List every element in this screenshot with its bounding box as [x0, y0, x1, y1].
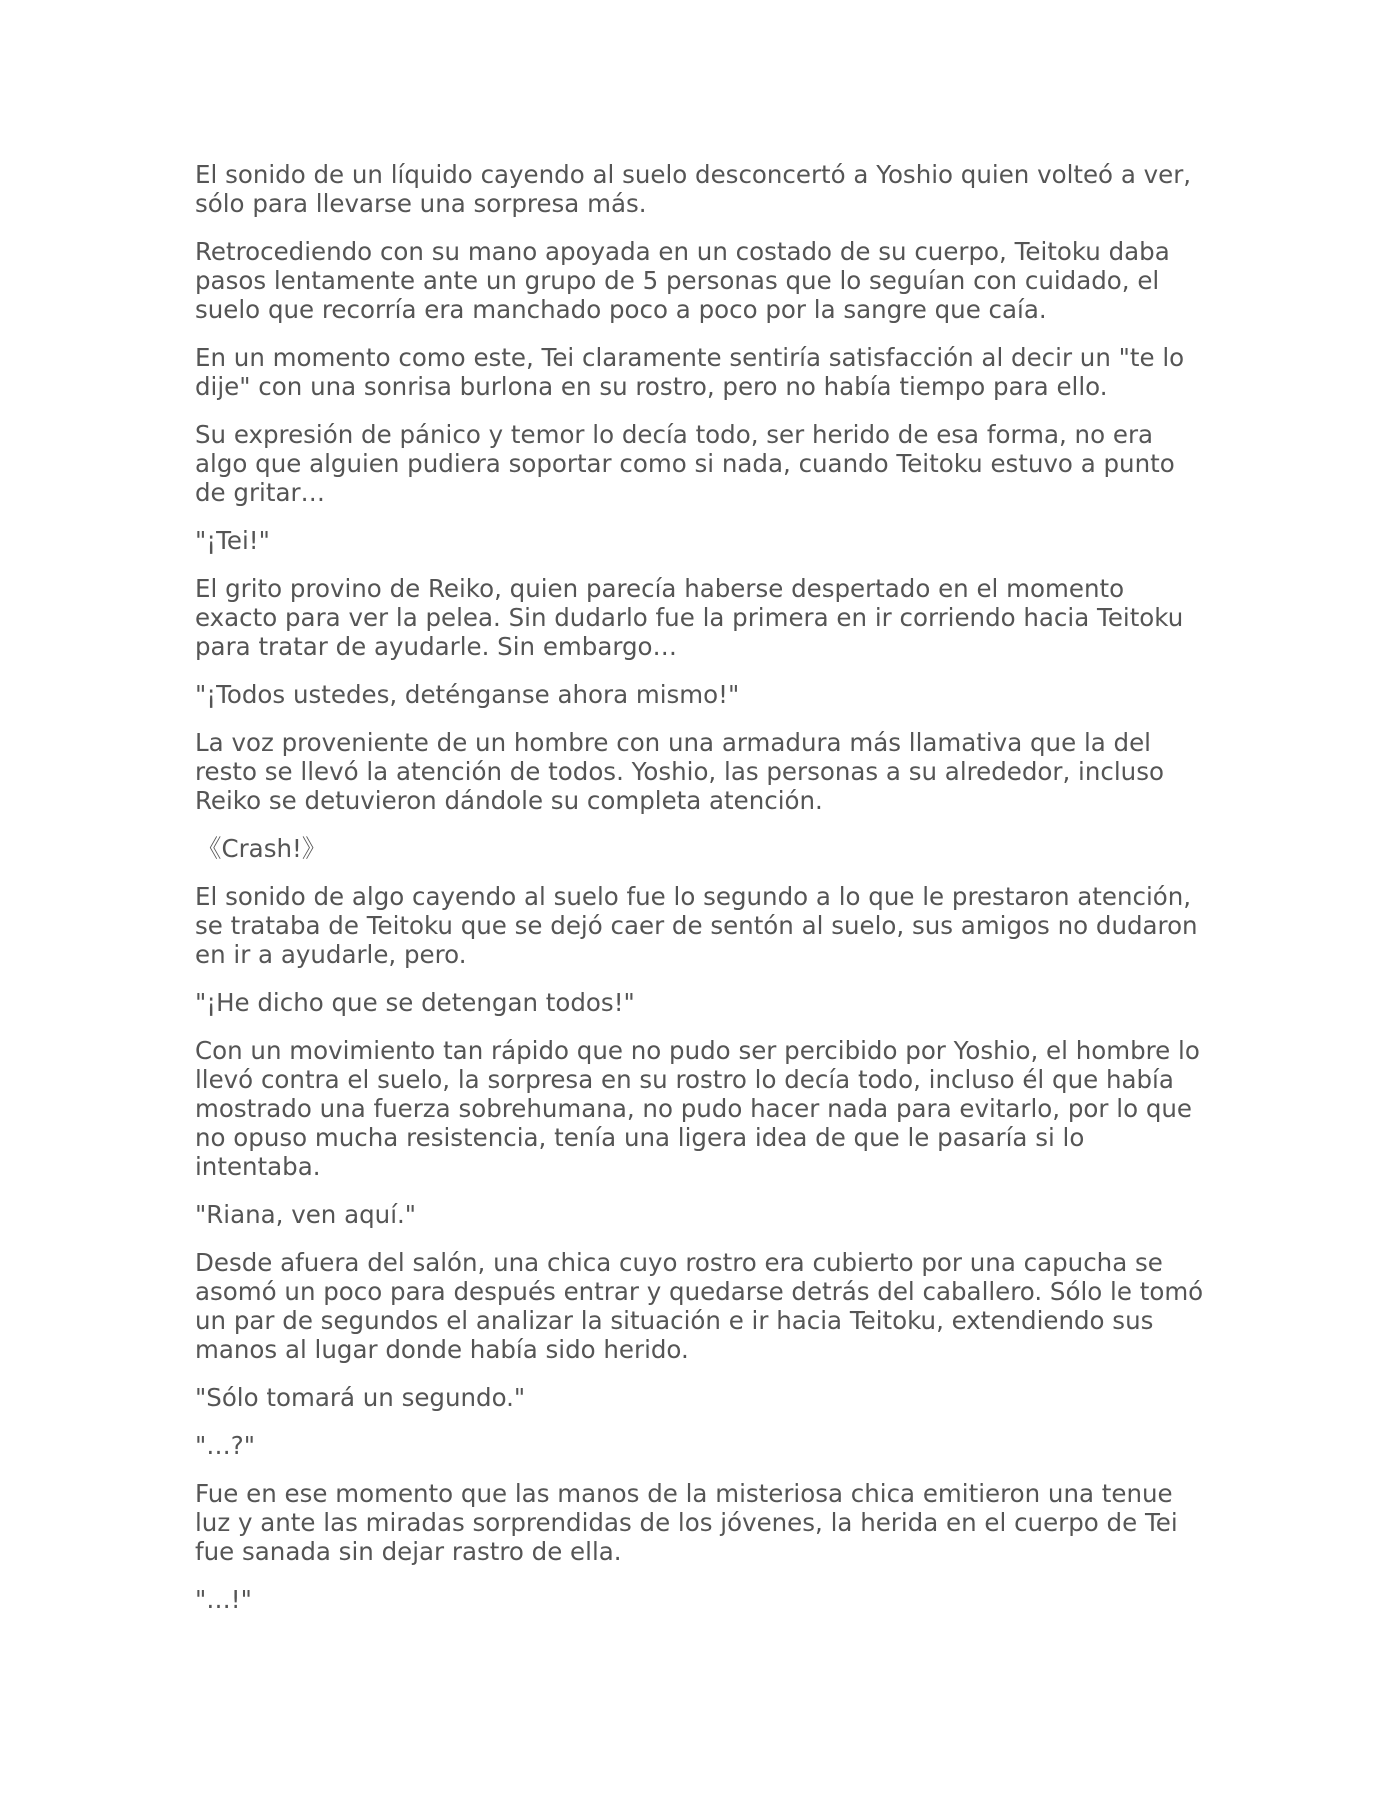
document-body	[195, 160, 1205, 1633]
paragraph-9: Desde afuera del salón, una chica cuyo rostro era cubierto por una capucha se asomó un poco para después entrar y quedarse detrás del caballero. Sólo le tomó un par de segundos el analizar la situación e ir hacia Teitoku, extendiendo sus manos al lugar donde había sido herido.	[195, 1248, 1204, 1364]
dialogue-7: "…!"	[195, 1585, 252, 1614]
dialogue-4: "Riana, ven aquí."	[195, 1200, 417, 1229]
paragraph-1: El sonido de un líquido cayendo al suelo desconcertó a Yoshio quien volteó a ver, sólo para llevarse una sorpresa más.	[195, 160, 1192, 218]
paragraph-10: Fue en ese momento que las manos de la misteriosa chica emitieron una tenue luz y ante las miradas sorprendidas de los jóvenes, la herida en el cuerpo de Tei fue sanada sin dejar rastro de ella.	[195, 1479, 1178, 1566]
paragraph-8: Con un movimiento tan rápido que no pudo ser percibido por Yoshio, el hombre lo llevó contra el suelo, la sorpresa en su rostro lo decía todo, incluso él que había mostrado una fuerza sobrehumana, no pudo hacer nada para evitarlo, por lo que no opuso mucha resistencia, tenía una ligera idea de que le pasaría si lo intentaba.	[195, 1036, 1200, 1181]
paragraph-5: El grito provino de Reiko, quien parecía haberse despertado en el momento exacto para ver la pelea. Sin dudarlo fue la primera en ir corriendo hacia Teitoku para tratar de ayudarle. Sin embargo…	[195, 574, 1184, 661]
dialogue-1: "¡Tei!"	[195, 526, 270, 555]
paragraph-7: El sonido de algo cayendo al suelo fue lo segundo a lo que le prestaron atención, se trataba de Teitoku que se dejó caer de sentón al suelo, sus amigos no dudaron en ir a ayudarle, pero.	[195, 882, 1198, 969]
paragraph-3: En un momento como este, Tei claramente sentiría satisfacción al decir un "te lo dije" con una sonrisa burlona en su rostro, pero no había tiempo para ello.	[195, 343, 1185, 401]
paragraph-4: Su expresión de pánico y temor lo decía todo, ser herido de esa forma, no era algo que alguien pudiera soportar como si nada, cuando Teitoku estuvo a punto de gritar…	[195, 420, 1175, 507]
paragraph-6: La voz proveniente de un hombre con una armadura más llamativa que la del resto se llevó la atención de todos. Yoshio, las personas a su alrededor, incluso Reiko se detuvieron dándole su completa atención.	[195, 728, 1164, 815]
dialogue-3: "¡He dicho que se detengan todos!"	[195, 988, 635, 1017]
dialogue-2: "¡Todos ustedes, deténganse ahora mismo!"	[195, 680, 740, 709]
paragraph-2: Retrocediendo con su mano apoyada en un costado de su cuerpo, Teitoku daba pasos lentamente ante un grupo de 5 personas que lo seguían con cuidado, el suelo que recorría era manchado poco a poco por la sangre que caía.	[195, 237, 1170, 324]
dialogue-5: "Sólo tomará un segundo."	[195, 1383, 526, 1412]
dialogue-6: "…?"	[195, 1431, 256, 1460]
sound-effect: 《Crash!》	[197, 834, 327, 863]
